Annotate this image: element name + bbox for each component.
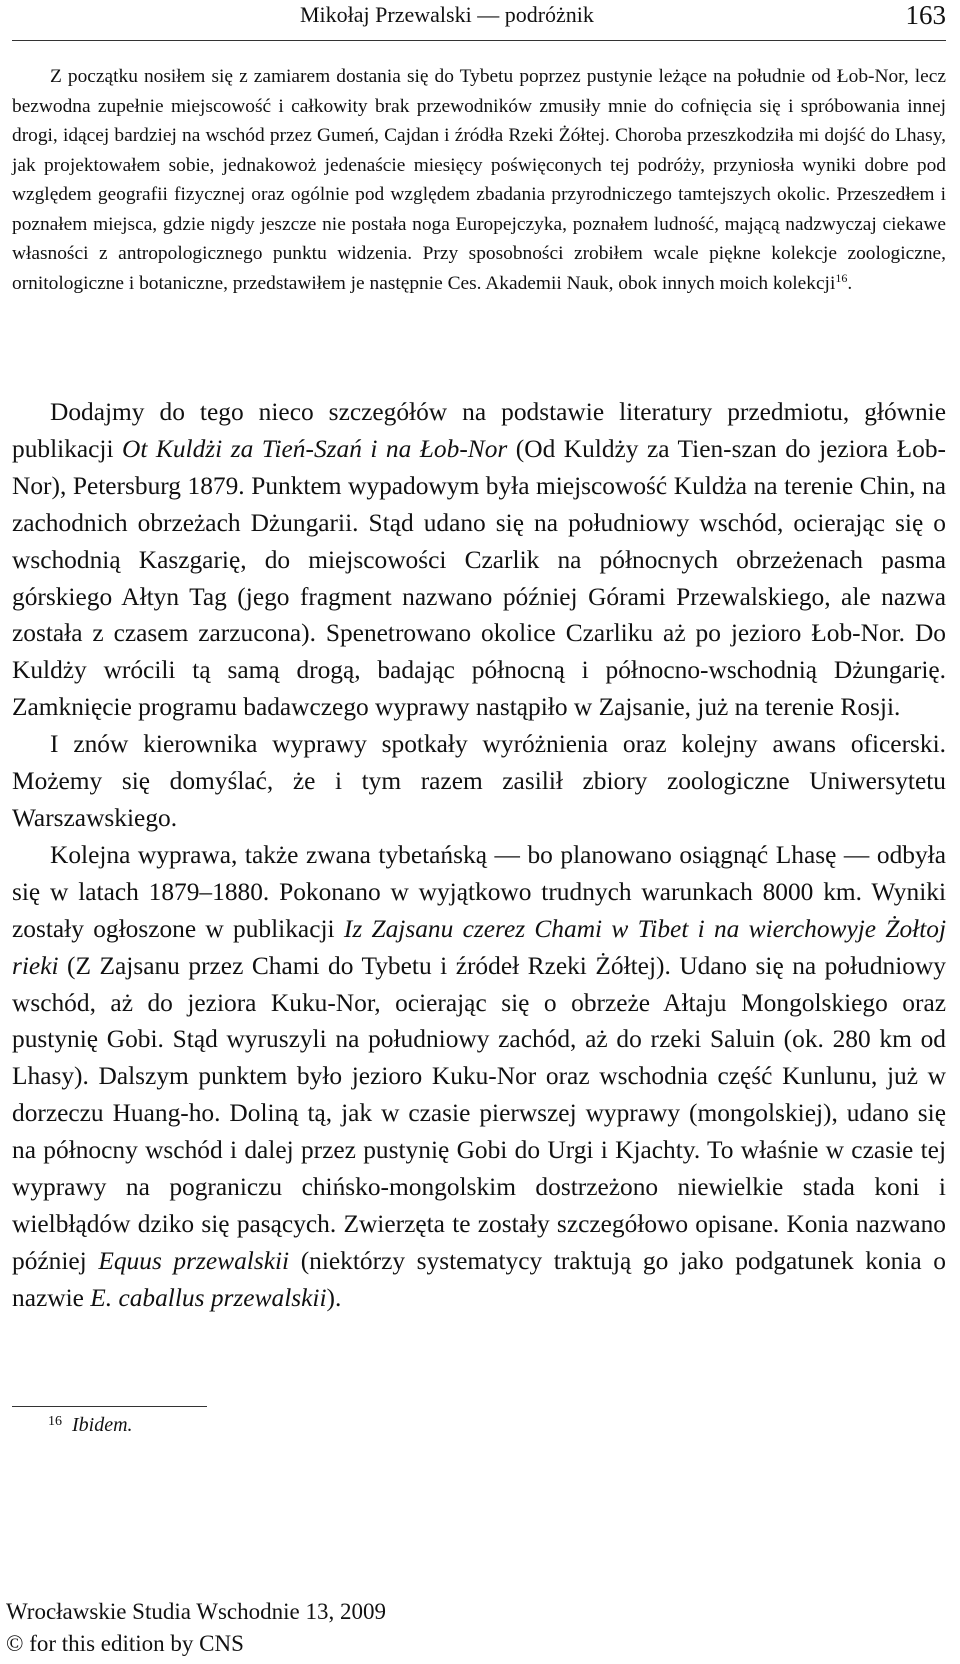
- p3-text-b: (Z Zajsanu przez Chami do Tybetu i źródeł Rzeki Żółtej). Udano się na południowy wschód, aż do jeziora Kuku-Nor, ocierając się o obrzeże Ałtaju Mongolskiego oraz pustynię Gobi. Stąd wyruszyli na południowy zachód, aż do rzeki Saluin (ok. 280 km od Lhasy). Dalszym punktem było jezioro Kuku-Nor oraz wschodnia część Kunlunu, już w dorzeczu Huang-ho. Doliną tą, jak w czasie pierwszej wyprawy (mongolskiej), udano się na północny wschód i dalej przez pustynię Gobi do Urgi i Kjachty. To właśnie w czasie tej wyprawy na pograniczu chińsko-mongolskim dostrzeżono niewielkie stada koni i wielbłądów dziko się pasących. Zwierzęta te zostały szczegółowo opisane. Konia nazwano później: [12, 951, 946, 1275]
- quote-text: Z początku nosiłem się z zamiarem dostania się do Tybetu poprzez pustynie leżące na południe od Łob-Nor, lecz bezwodna zupełnie miejscowość i całkowity brak przewodników zmusiły mnie do cofnięcia się i spróbowania innej drogi, idącej bardziej na wschód przez Gumeń, Cajdan i źródła Rzeki Żółtej. Choroba przeszkodziła mi dojść do Lhasy, jak projektowałem sobie, jednakowoż jedenaście miesięcy poświęconych tej podróży, przyniosła wyniki dobre pod względem geografii fizycznej oraz ogólnie pod względem zbadania przyrodniczego tamtejszych okolic. Przeszedłem i poznałem miejsca, gdzie nigdy jeszcze nie postała noga Europejczyka, poznałem ludność, mającą nadzwyczaj ciekawe własności z antropologicznego punktu widzenia. Przy sposobności zrobiłem wcale piękne kolekcje zoologiczne, ornitologiczne i botaniczne, przedstawiłem je następnie Ces. Akademii Nauk, obok innych moich kolekcji: [12, 66, 946, 294]
- quote-paragraph: [12, 62, 946, 298]
- footnote-divider: [12, 1406, 207, 1407]
- p3-subspecies-name: E. caballus przewalskii: [90, 1283, 327, 1312]
- p3-text-d: ).: [326, 1283, 342, 1312]
- journal-citation: Wrocławskie Studia Wschodnie 13, 2009: [6, 1599, 386, 1624]
- paragraph-2: I znów kierownika wyprawy spotkały wyróżnienia oraz kolejny awans oficerski. Możemy się domyślać, że i tym razem zasilił zbiory zoologiczne Uniwersytetu Warszawskiego.: [12, 730, 946, 832]
- footnote: [48, 1414, 133, 1437]
- paragraph-3: [12, 837, 946, 1317]
- p1-text-a: Dodajmy do tego nieco szczegółów na podstawie literatury przedmiotu, głównie publikacji: [12, 398, 946, 463]
- footnote-ref[interactable]: 16: [835, 270, 848, 285]
- running-header: [12, 0, 946, 41]
- footnote-text: Ibidem.: [72, 1414, 133, 1436]
- p1-text-b: (Od Kuldży za Tien-szan do jeziora Łob-Nor), Petersburg 1879. Punktem wypadowym była miejscowość Kuldża na terenie Chin, na zachodnich obrzeżach Dżungarii. Stąd udano się na południowy wschód, ocierając się o wschodnią Kaszgarię, do miejscowości Czarlik na północnych obrzeżenach pasma górskiego Ałtyn Tag (jego fragment nazwano później Górami Przewalskiego, ale nazwa została z czasem zarzucona). Spenetrowano okolice Czarliku aż po jezioro Łob-Nor. Do Kuldży wrócili tą samą drogą, badając północną i północno-wschodnią Dżungarię. Zamknięcie programu badawczego wyprawy nastąpiło w Zajsanie, już na terenie Rosji.: [12, 434, 946, 722]
- quote-end: .: [847, 272, 853, 294]
- page-footer: [6, 1596, 386, 1660]
- p3-publication-title: Iz Zajsanu czerez Chami w Tibet i na wierchowyje Żołtoj rieki: [12, 914, 946, 980]
- p3-text-a: Kolejna wyprawa, także zwana tybetańską — bo planowano osiągnąć Lhasę — odbyła się w latach 1879–1880. Pokonano w wyjątkowo trudnych warunkach 8000 km. Wyniki zostały ogłoszone w publikacji: [12, 840, 946, 943]
- main-text: [12, 394, 946, 1317]
- running-title: Mikołaj Przewalski — podróżnik: [300, 2, 594, 27]
- p1-publication-title: Ot Kuldżi za Tień-Szań i na Łob-Nor: [122, 434, 508, 463]
- footnote-number: 16: [48, 1414, 62, 1429]
- p3-text-c: (niektórzy systematycy traktują go jako podgatunek konia o nazwie: [12, 1246, 947, 1312]
- p3-species-name: Equus przewalskii: [98, 1246, 290, 1275]
- paragraph-1: [12, 394, 946, 726]
- block-quote: [12, 62, 946, 298]
- page-number: 163: [905, 0, 946, 30]
- copyright-notice: © for this edition by CNS: [6, 1631, 244, 1656]
